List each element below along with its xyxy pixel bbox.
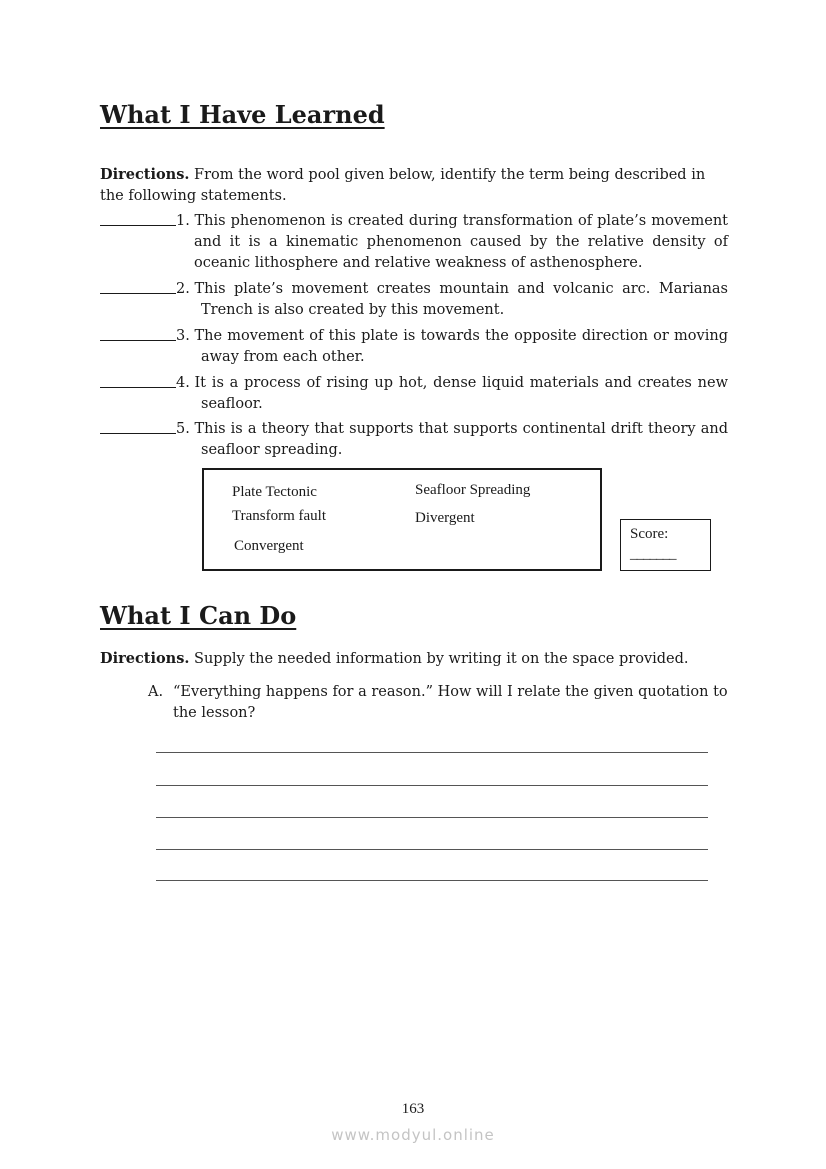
score-box bbox=[620, 519, 711, 571]
question-item-5 bbox=[100, 419, 728, 461]
question-item-4 bbox=[100, 373, 728, 415]
word-pool-box bbox=[202, 468, 602, 571]
question-item-2 bbox=[100, 279, 728, 321]
item-text: This is a theory that supports that supports continental drift theory and bbox=[194, 421, 728, 437]
answer-line[interactable] bbox=[156, 817, 708, 818]
item-number: 1. bbox=[176, 213, 190, 229]
answer-line[interactable] bbox=[156, 752, 708, 753]
question-text: “Everything happens for a reason.” How will I relate the given quotation to the lesson? bbox=[173, 684, 728, 721]
answer-line[interactable] bbox=[156, 785, 708, 786]
word-pool-term: Divergent bbox=[415, 510, 475, 526]
score-label: Score: bbox=[630, 526, 669, 542]
answer-blank[interactable] bbox=[100, 419, 176, 434]
item-number: 4. bbox=[176, 375, 190, 391]
item-number: 3. bbox=[176, 328, 190, 344]
item-text-continued: away from each other. bbox=[201, 349, 365, 365]
item-text-continued: seafloor. bbox=[201, 396, 263, 412]
directions-text: From the word pool given below, identify the term being described in the following statements. bbox=[100, 167, 706, 204]
question-label: A. bbox=[148, 684, 164, 700]
item-text-continued: seafloor spreading. bbox=[201, 442, 343, 458]
item-number: 2. bbox=[176, 281, 190, 297]
section-title-what-i-have-learned: What I Have Learned bbox=[100, 100, 385, 129]
question-a bbox=[148, 682, 728, 724]
answer-line[interactable] bbox=[156, 849, 708, 850]
directions-text: Supply the needed information by writing it on the space provided. bbox=[189, 651, 689, 667]
item-text: It is a process of rising up hot, dense liquid materials and creates new bbox=[194, 375, 728, 391]
item-text-continued: and it is a kinematic phenomenon caused by the relative density of oceanic lithosphere and relative weakness of asthenosphere. bbox=[194, 234, 728, 271]
answer-blank[interactable] bbox=[100, 211, 176, 226]
score-blank[interactable]: _______ bbox=[630, 546, 676, 562]
question-item-1 bbox=[100, 211, 728, 274]
answer-blank[interactable] bbox=[100, 373, 176, 388]
answer-line[interactable] bbox=[156, 880, 708, 881]
page-number: 163 bbox=[401, 1101, 425, 1117]
item-text: This phenomenon is created during transformation of plate’s movement bbox=[194, 213, 728, 229]
answer-blank[interactable] bbox=[100, 279, 176, 294]
item-text: This plate’s movement creates mountain and volcanic arc. Marianas bbox=[194, 281, 728, 297]
directions-1 bbox=[100, 164, 728, 207]
item-number: 5. bbox=[176, 421, 190, 437]
section-title-what-i-can-do: What I Can Do bbox=[100, 601, 297, 630]
directions-label: Directions. bbox=[100, 650, 190, 667]
word-pool-term: Plate Tectonic bbox=[232, 484, 317, 500]
word-pool-term: Transform fault bbox=[232, 508, 327, 524]
directions-label: Directions. bbox=[100, 166, 190, 183]
word-pool-term: Seafloor Spreading bbox=[415, 482, 531, 498]
word-pool-term: Convergent bbox=[234, 538, 304, 554]
directions-2 bbox=[100, 648, 728, 670]
item-text-continued: Trench is also created by this movement. bbox=[201, 302, 505, 318]
item-text: The movement of this plate is towards the opposite direction or moving bbox=[194, 328, 728, 344]
question-item-3 bbox=[100, 326, 728, 368]
answer-blank[interactable] bbox=[100, 326, 176, 341]
watermark: www.modyul.online bbox=[331, 1126, 495, 1144]
